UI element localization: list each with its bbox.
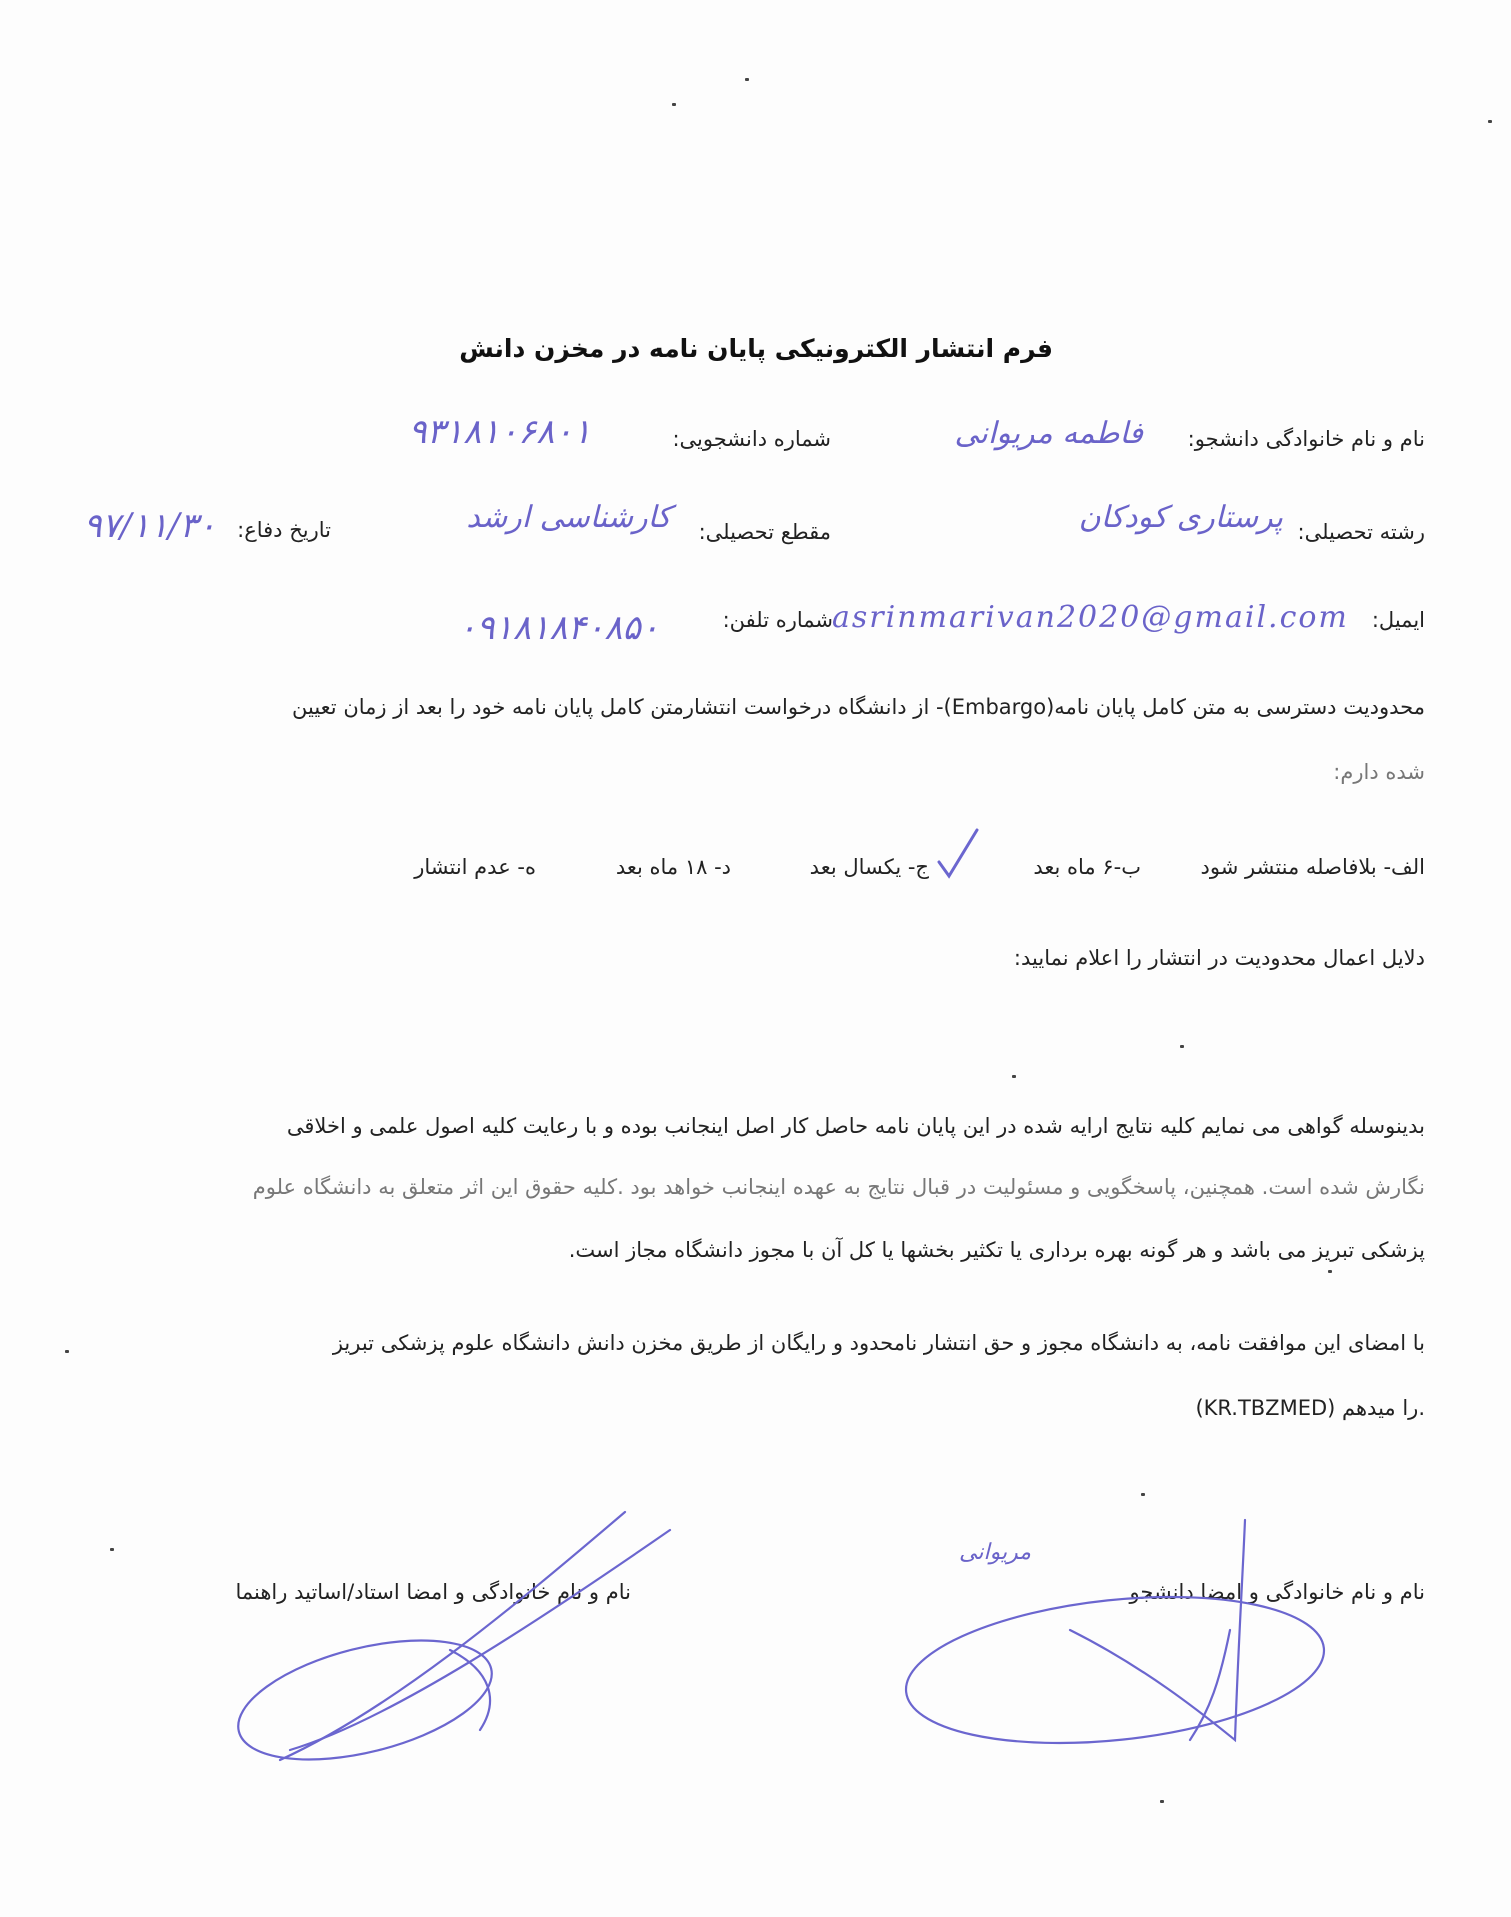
check-mark-icon	[935, 826, 981, 880]
degree-value: کارشناسی ارشد	[466, 500, 671, 535]
student-name-label: نام و نام خانوادگی دانشجو:	[1187, 427, 1425, 451]
embargo-option-no-publish: ه- عدم انتشار	[414, 855, 536, 879]
embargo-line-1: محدودیت دسترسی به متن کامل پایان نامه(Embargo)- از دانشگاه درخواست انتشارمتن کامل پایان نامه خود را بعد از زمان تعیین	[292, 695, 1425, 719]
defense-date-label: تاریخ دفاع:	[237, 518, 331, 542]
degree-label: مقطع تحصیلی:	[698, 520, 831, 544]
embargo-reason: دلایل اعمال محدودیت در انتشار را اعلام نمایید:	[1013, 946, 1425, 970]
email-label: ایمیل:	[1371, 608, 1425, 632]
field-value: پرستاری کودکان	[1078, 500, 1283, 535]
scan-speck	[1180, 1045, 1184, 1048]
defense-date-value: ۹۷/۱۱/۳۰	[83, 506, 216, 546]
email-value: asrinmarivan2020@gmail.com	[832, 600, 1349, 635]
embargo-line-2: شده دارم:	[1333, 760, 1425, 784]
student-signature-label: نام و نام خانوادگی و امضا دانشجو	[1129, 1580, 1425, 1604]
student-signature-icon	[890, 1510, 1390, 1770]
scan-speck	[1488, 120, 1492, 123]
student-id-value: ۹۳۱۸۱۰۶۸۰۱	[408, 412, 591, 452]
scan-speck	[745, 78, 749, 81]
embargo-option-18-months: د- ۱۸ ماه بعد	[615, 855, 731, 879]
phone-label: شماره تلفن:	[722, 608, 833, 632]
scan-speck	[1141, 1493, 1145, 1496]
consent-line-1: با امضای این موافقت نامه، به دانشگاه مجوز و حق انتشار نامحدود و رایگان از طریق مخزن دانش دانشگاه علوم پزشکی تبریز	[332, 1331, 1425, 1355]
scan-speck	[1160, 1800, 1164, 1803]
scan-speck	[65, 1350, 69, 1353]
declaration-line-2: نگارش شده است. همچنین، پاسخگویی و مسئولیت در قبال نتایج به عهده اینجانب خواهد بود .کلیه حقوق این اثر متعلق به دانشگاه علوم	[252, 1175, 1425, 1199]
phone-value: ۰۹۱۸۱۸۴۰۸۵۰	[458, 608, 659, 648]
student-name-value: فاطمه مریوانی	[954, 416, 1143, 451]
student-signature-name: مریوانی	[959, 1540, 1031, 1565]
embargo-option-6-months: ب-۶ ماه بعد	[1033, 855, 1141, 879]
declaration-line-1: بدینوسله گواهی می نمایم کلیه نتایج ارایه شده در این پایان نامه حاصل کار اصل اینجانب بوده و با رعایت کلیه اصول علمی و اخلاقی	[286, 1114, 1425, 1138]
scan-speck	[672, 103, 676, 106]
scan-speck	[1012, 1075, 1016, 1078]
field-label: رشته تحصیلی:	[1297, 520, 1425, 544]
scan-speck	[1328, 1270, 1332, 1273]
student-id-label: شماره دانشجویی:	[672, 427, 831, 451]
advisor-signature-icon	[210, 1500, 670, 1760]
embargo-option-1-year: ج- یکسال بعد	[809, 855, 929, 879]
consent-line-2: (KR.TBZMED) را میدهم.	[1195, 1396, 1425, 1420]
scan-speck	[110, 1548, 114, 1551]
advisor-signature-label: نام و نام خانوادگی و امضا استاد/اساتید راهنما	[235, 1580, 631, 1604]
declaration-line-3: پزشکی تبریز می باشد و هر گونه بهره برداری یا تکثیر بخشها یا کل آن با مجوز دانشگاه مجاز است.	[568, 1238, 1425, 1262]
form-title: فرم انتشار الکترونیکی پایان نامه در مخزن دانش	[459, 334, 1053, 363]
embargo-option-immediate: الف- بلافاصله منتشر شود	[1200, 855, 1425, 879]
